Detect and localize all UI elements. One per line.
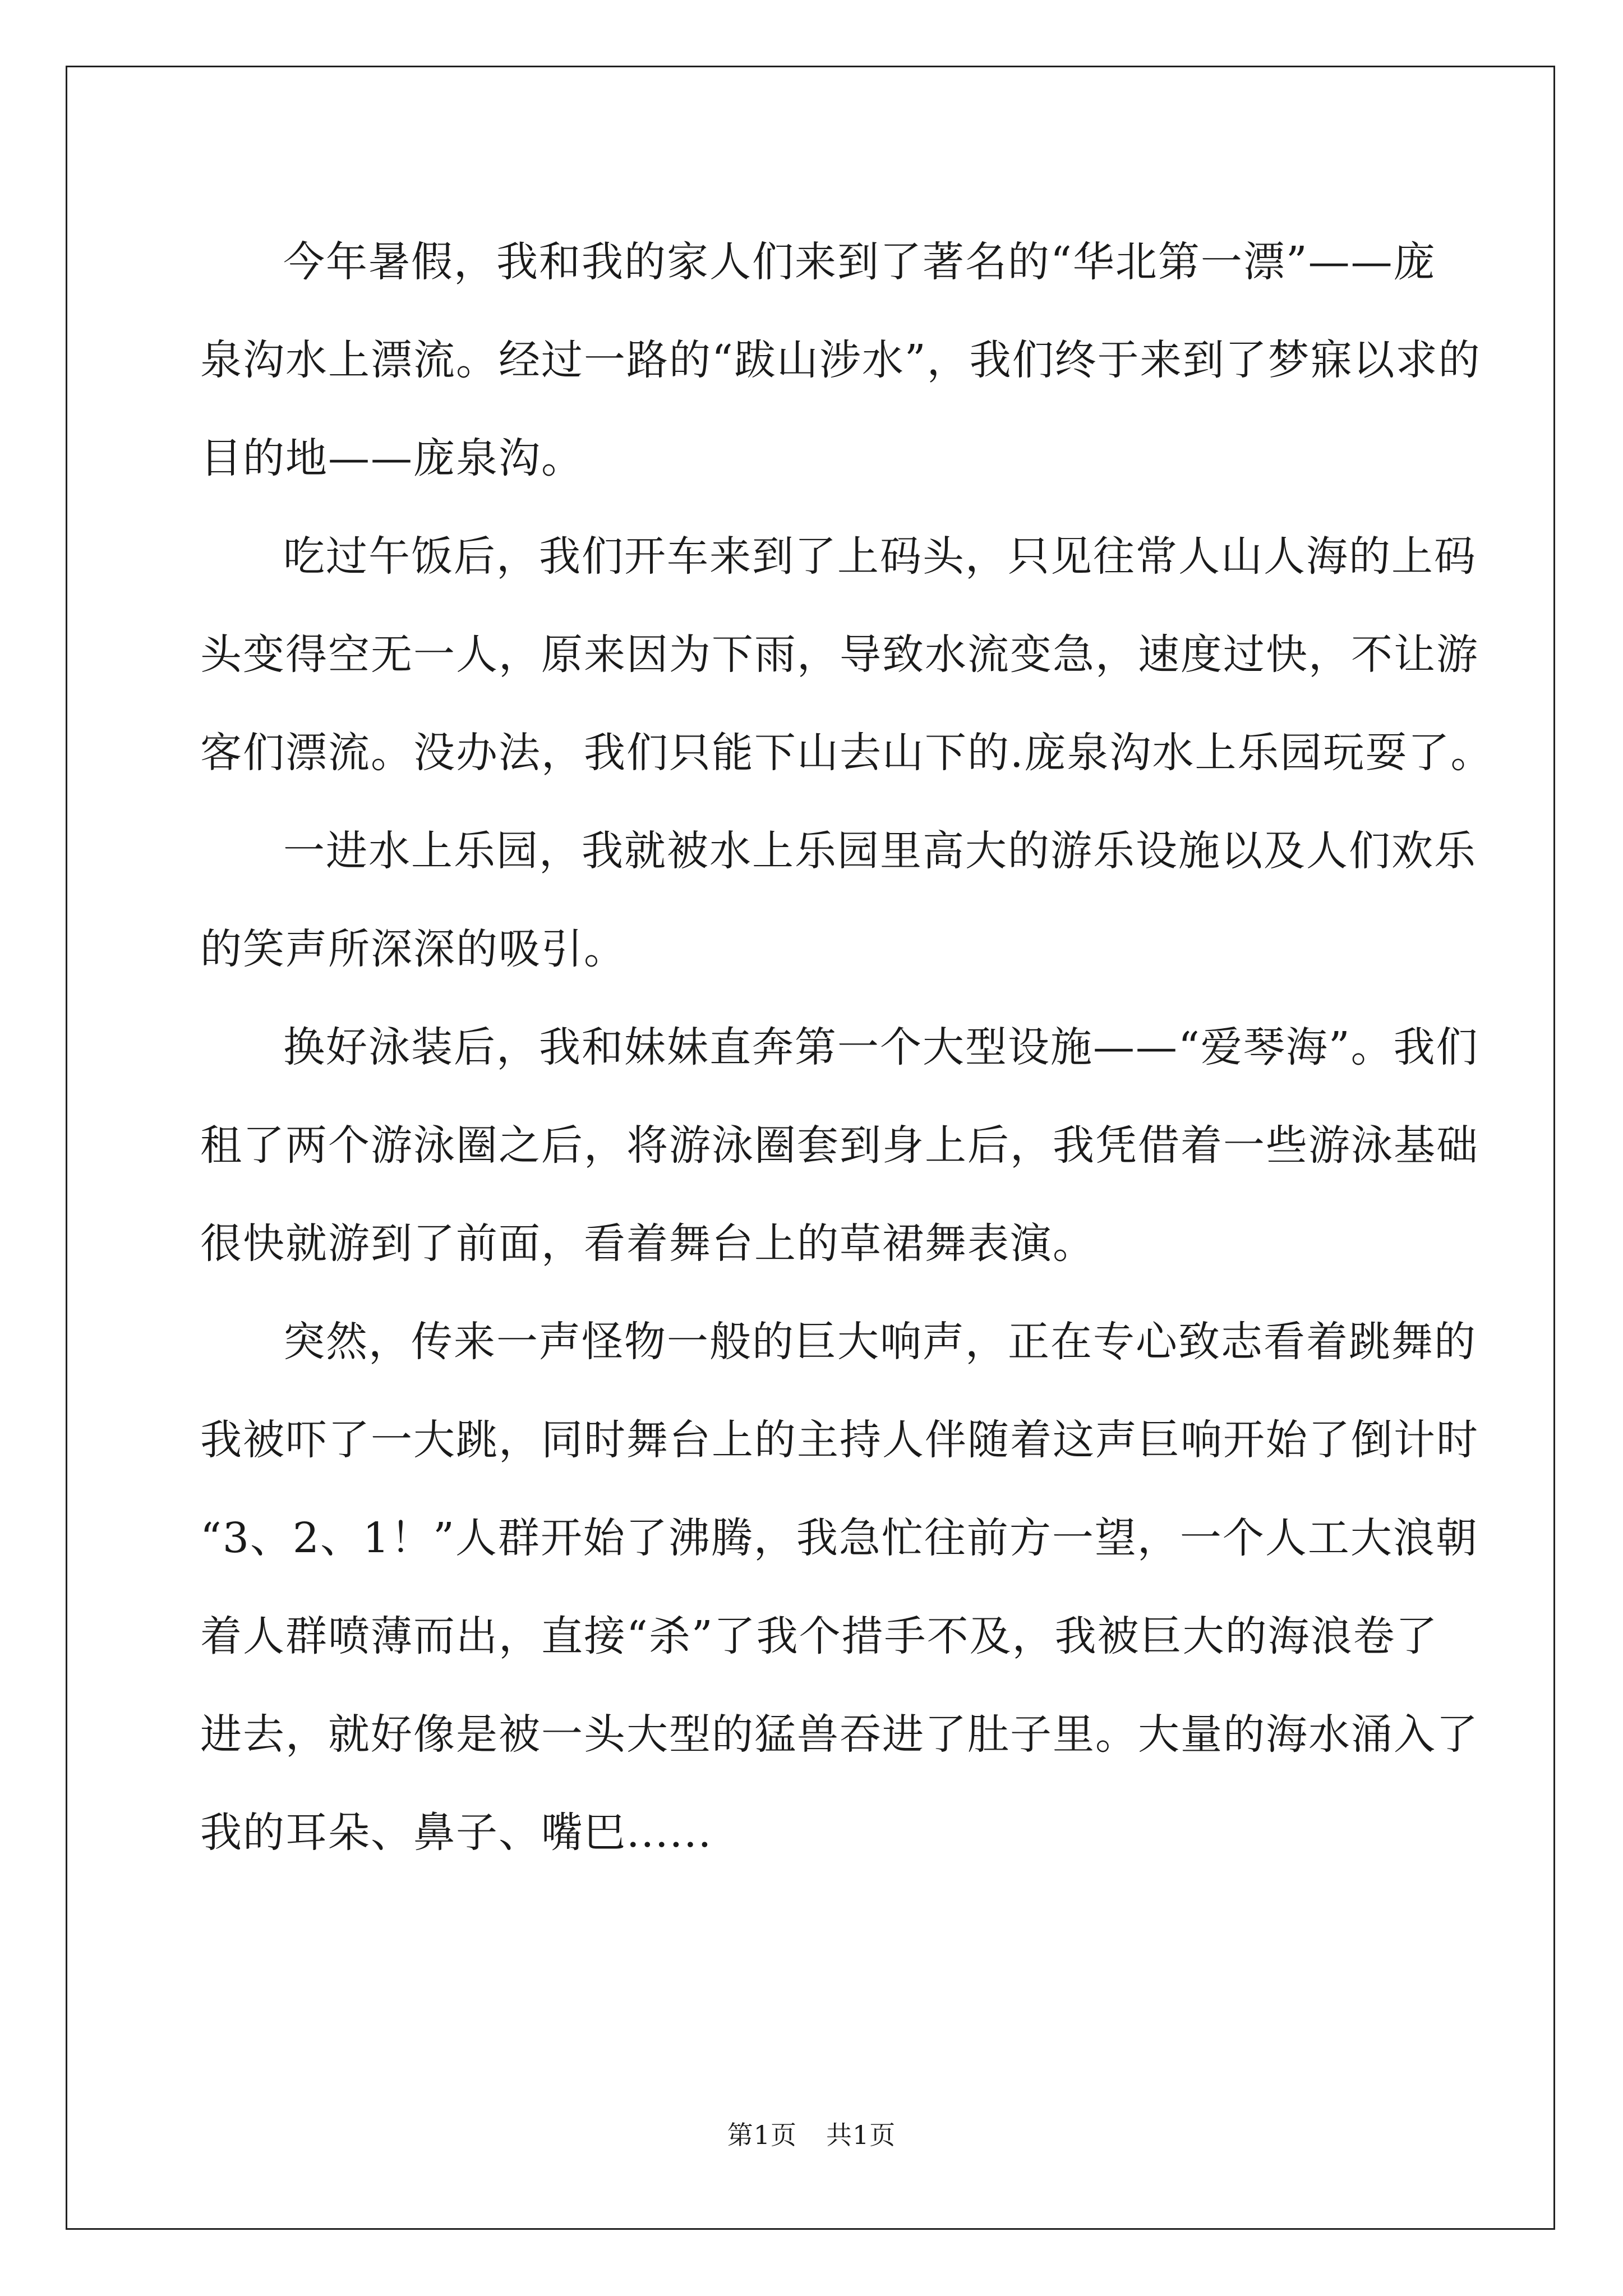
- page-footer: [0, 2115, 1623, 2152]
- document-body: [200, 213, 1493, 1882]
- essay-text: [200, 213, 1493, 1882]
- text-line: 吃过午饭后，我们开车来到了上码头，只见往常人山人海的上码: [283, 532, 1477, 581]
- page-total: 共1页: [826, 2120, 896, 2150]
- text-line: 我被吓了一大跳，同时舞台上的主持人伴随着这声巨响开始了倒计时: [200, 1416, 1479, 1464]
- text-line: 目的地——庞泉沟。: [200, 434, 584, 482]
- text-line: 头变得空无一人，原来因为下雨，导致水流变急，速度过快，不让游: [200, 631, 1479, 679]
- text-line: 客们漂流。没办法，我们只能下山去山下的.庞泉沟水上乐园玩耍了。: [200, 729, 1493, 777]
- page-number: 第1页: [727, 2120, 797, 2150]
- text-line: 突然，传来一声怪物一般的巨大响声，正在专心致志看着跳舞的: [283, 1318, 1477, 1366]
- text-line: “3、2、1！”人群开始了沸腾，我急忙往前方一望，一个人工大浪朝: [200, 1514, 1478, 1562]
- text-line: 换好泳装后，我和妹妹直奔第一个大型设施——“爱琴海”。我们: [283, 1023, 1479, 1071]
- text-line: 泉沟水上漂流。经过一路的“跋山涉水”，我们终于来到了梦寐以求的: [200, 336, 1481, 384]
- text-line: 今年暑假，我和我的家人们来到了著名的“华北第一漂”——庞: [283, 238, 1436, 286]
- text-line: 我的耳朵、鼻子、嘴巴......: [200, 1809, 713, 1857]
- text-line: 租了两个游泳圈之后，将游泳圈套到身上后，我凭借着一些游泳基础: [200, 1121, 1479, 1170]
- text-line: 进去，就好像是被一头大型的猛兽吞进了肚子里。大量的海水涌入了: [200, 1710, 1479, 1759]
- text-line: 很快就游到了前面，看着舞台上的草裙舞表演。: [200, 1220, 1095, 1268]
- text-line: 着人群喷薄而出，直接“杀”了我个措手不及，我被巨大的海浪卷了: [200, 1612, 1438, 1660]
- text-line: 一进水上乐园，我就被水上乐园里高大的游乐设施以及人们欢乐: [283, 827, 1477, 875]
- text-line: 的笑声所深深的吸引。: [200, 925, 626, 973]
